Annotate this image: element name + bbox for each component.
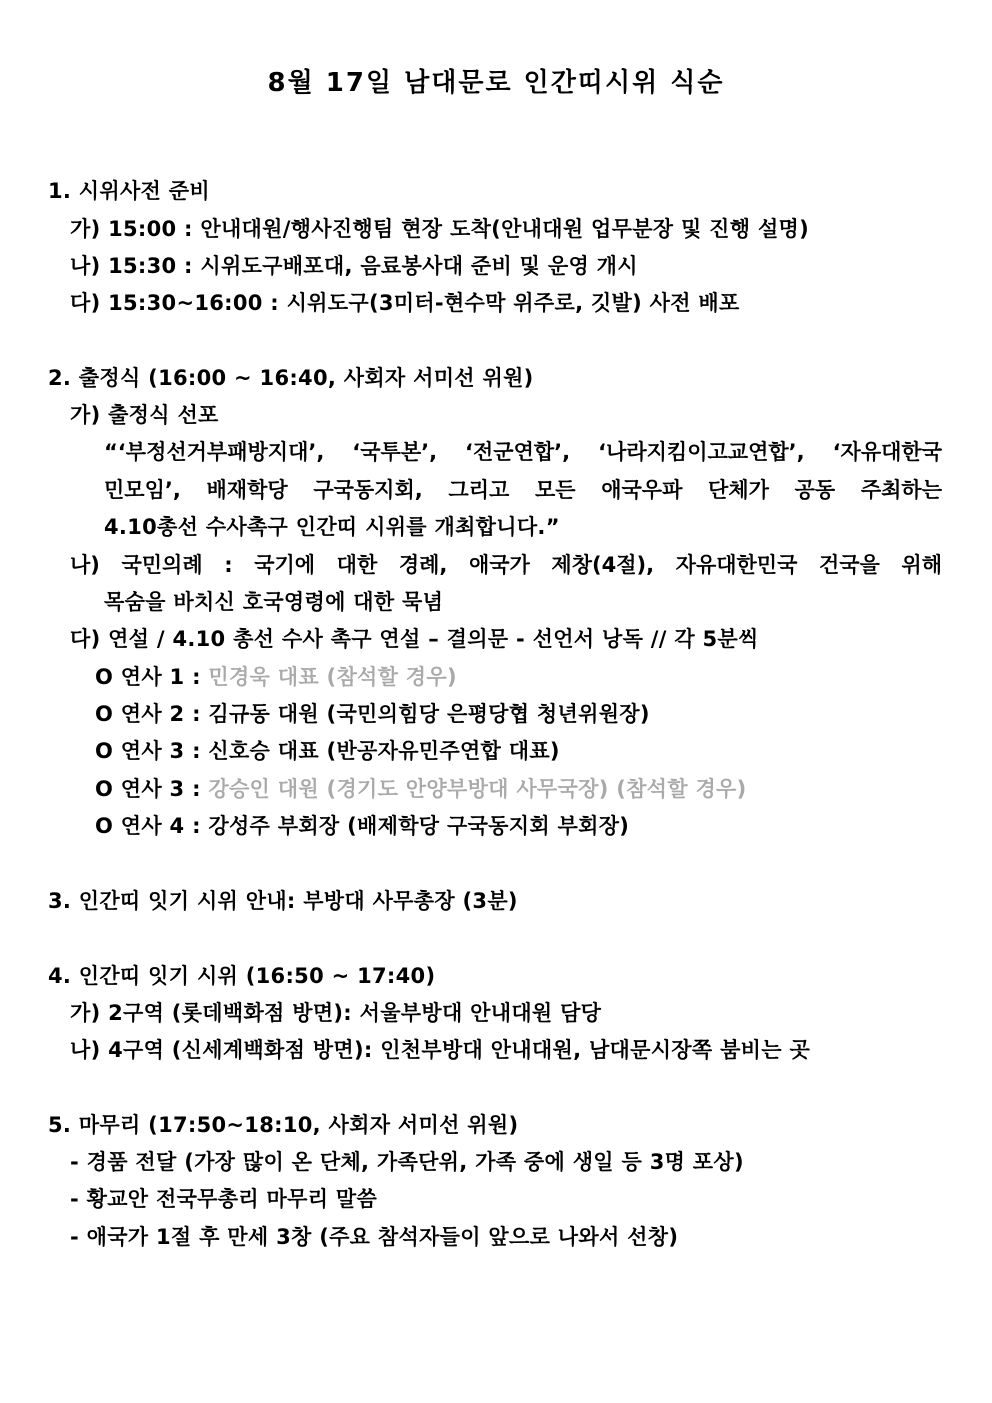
section-5-heading: 5. 마무리 (17:50~18:10, 사회자 서미선 위원)	[48, 1113, 519, 1137]
declaration-line: “‘부정선거부패방지대’, ‘국투본’, ‘전군연합’, ‘나라지킴이고교연합’, ‘자유대한국	[104, 440, 942, 464]
section-4-item: 가) 2구역 (롯데백화점 방면): 서울부방대 안내대원 담당	[70, 1001, 602, 1025]
section-1-item: 나) 15:30 : 시위도구배포대, 음료봉사대 준비 및 운영 개시	[70, 254, 638, 278]
speaker-label: O 연사 4 :	[95, 814, 209, 838]
section-1-item: 다) 15:30~16:00 : 시위도구(3미터-현수막 위주로, 깃발) 사전 배포	[70, 291, 740, 315]
section-1-heading: 1. 시위사전 준비	[48, 179, 210, 203]
section-2-item-ga: 가) 출정식 선포	[70, 403, 219, 427]
section-2-item-na-cont: 목숨을 바치신 호국영령에 대한 묵념	[104, 590, 444, 614]
section-5-item: - 경품 전달 (가장 많이 온 단체, 가족단위, 가족 중에 생일 등 3명 포상)	[70, 1150, 744, 1174]
section-1-item: 가) 15:00 : 안내대원/행사진행팀 현장 도착(안내대원 업무분장 및 진행 설명)	[70, 217, 810, 241]
section-5-item: - 황교안 전국무총리 마무리 말씀	[70, 1187, 378, 1211]
section-2-item-da: 다) 연설 / 4.10 총선 수사 촉구 연설 – 결의문 - 선언서 낭독 // 각 5분씩	[70, 627, 759, 651]
section-4-item: 나) 4구역 (신세계백화점 방면): 인천부방대 안내대원, 남대문시장쪽 붐비는 곳	[70, 1038, 811, 1062]
section-3-heading: 3. 인간띠 잇기 시위 안내: 부방대 사무총장 (3분)	[48, 889, 518, 913]
speaker-row	[95, 812, 629, 840]
speaker-row	[95, 663, 457, 691]
declaration-line: 민모임’, 배재학당 구국동지회, 그리고 모든 애국우파 단체가 공동 주최하는	[104, 478, 942, 502]
speaker-label: O 연사 3 :	[95, 777, 209, 801]
page-title: 8월 17일 남대문로 인간띠시위 식순	[267, 68, 725, 98]
speaker-detail: 강승인 대원 (경기도 안양부방대 사무국장) (참석할 경우)	[208, 777, 747, 801]
speaker-row	[95, 775, 747, 803]
section-5-item: - 애국가 1절 후 만세 3창 (주요 참석자들이 앞으로 나와서 선창)	[70, 1225, 679, 1249]
declaration-line: 4.10총선 수사촉구 인간띠 시위를 개최합니다.”	[104, 515, 560, 539]
speaker-label: O 연사 1 :	[95, 665, 209, 689]
section-2-item-na: 나) 국민의례 : 국기에 대한 경례, 애국가 제창(4절), 자유대한민국 건국을 위해	[70, 553, 942, 577]
speaker-detail: 김규동 대원 (국민의힘당 은평당협 청년위원장)	[208, 702, 650, 726]
section-4-heading: 4. 인간띠 잇기 시위 (16:50 ~ 17:40)	[48, 964, 436, 988]
speaker-label: O 연사 3 :	[95, 739, 209, 763]
speaker-row	[95, 700, 650, 728]
speaker-row	[95, 737, 560, 765]
speaker-detail: 신호승 대표 (반공자유민주연합 대표)	[208, 739, 560, 763]
speaker-detail: 민경욱 대표 (참석할 경우)	[208, 665, 457, 689]
speaker-label: O 연사 2 :	[95, 702, 209, 726]
section-2-heading: 2. 출정식 (16:00 ~ 16:40, 사회자 서미선 위원)	[48, 366, 534, 390]
speaker-detail: 강성주 부회장 (배제학당 구국동지회 부회장)	[208, 814, 630, 838]
